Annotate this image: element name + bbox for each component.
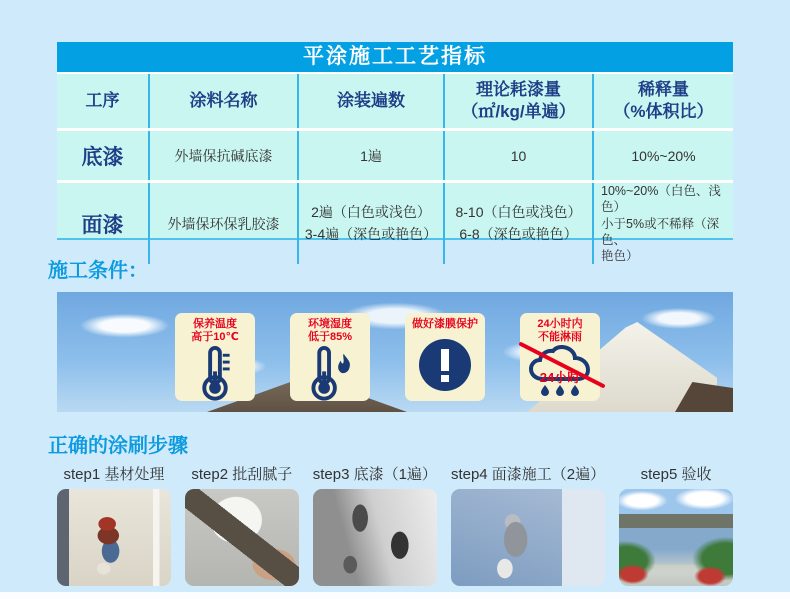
step-4-photo xyxy=(451,489,605,586)
conditions-title: 施工条件： xyxy=(48,260,148,282)
exclamation-icon xyxy=(418,338,472,392)
table-header-row xyxy=(57,74,733,128)
col-header-consumption: 理论耗漆量 （㎡/kg/单遍） xyxy=(443,74,592,128)
thermometer-flame-icon xyxy=(306,346,354,401)
col-header-process: 工序 xyxy=(85,90,120,110)
badge-humidity: 环境湿度 低于85% xyxy=(290,313,370,401)
step-1-photo xyxy=(57,489,171,586)
step-2-photo xyxy=(185,489,299,586)
badge-film-protection: 做好漆膜保护 xyxy=(405,313,485,401)
cloud-label: 24小时 xyxy=(539,370,581,386)
step-1 xyxy=(57,463,171,586)
bottom-strip xyxy=(0,592,790,599)
steps-title: 正确的涂刷步骤 xyxy=(48,435,188,457)
badge-no-rain-24h: 24小时内 不能淋雨 24小时 xyxy=(520,313,600,401)
primer-consumption: 10 xyxy=(443,131,592,180)
topcoat-consumption: 8-10（白色或浅色） 6-8（深色或艳色） xyxy=(443,183,592,264)
badge-cure-temperature: 保养温度 高于10℃ xyxy=(175,313,255,401)
table-row-primer xyxy=(57,131,733,180)
col-header-paint-name: 涂料名称 xyxy=(148,74,297,128)
thermometer-icon xyxy=(193,346,237,401)
step-2 xyxy=(185,463,299,586)
primer-passes: 1遍 xyxy=(297,131,443,180)
step-label: step1 基材处理 xyxy=(63,466,165,483)
step-5 xyxy=(619,463,733,586)
primer-dilution: 10%~20% xyxy=(592,131,733,180)
primer-name: 外墙保抗碱底漆 xyxy=(148,131,297,180)
step-5-photo xyxy=(619,489,733,586)
steps-row xyxy=(57,463,733,586)
col-header-dilution: 稀释量 （%体积比） xyxy=(592,74,733,128)
step-label: step5 验收 xyxy=(640,466,712,483)
conditions-photo xyxy=(57,292,733,412)
table-title: 平涂施工工艺指标 xyxy=(57,42,733,72)
step-4 xyxy=(451,463,605,586)
col-header-passes: 涂装遍数 xyxy=(297,74,443,128)
step-label: step3 底漆（1遍） xyxy=(312,466,437,483)
topcoat-name: 外墙保环保乳胶漆 xyxy=(148,183,297,264)
topcoat-dilution: 10%~20%（白色、浅色） 小于5%或不稀释（深色、 艳色） xyxy=(592,183,733,264)
spec-table xyxy=(57,42,733,263)
step-label: step4 面漆施工（2遍） xyxy=(450,466,606,483)
step-3 xyxy=(313,463,437,586)
topcoat-process: 面漆 xyxy=(81,213,124,237)
topcoat-passes: 2遍（白色或浅色） 3-4遍（深色或艳色） xyxy=(297,183,443,264)
step-label: step2 批刮腻子 xyxy=(191,466,293,483)
step-3-photo xyxy=(313,489,437,586)
table-row-topcoat xyxy=(57,183,733,263)
primer-process: 底漆 xyxy=(81,145,124,169)
